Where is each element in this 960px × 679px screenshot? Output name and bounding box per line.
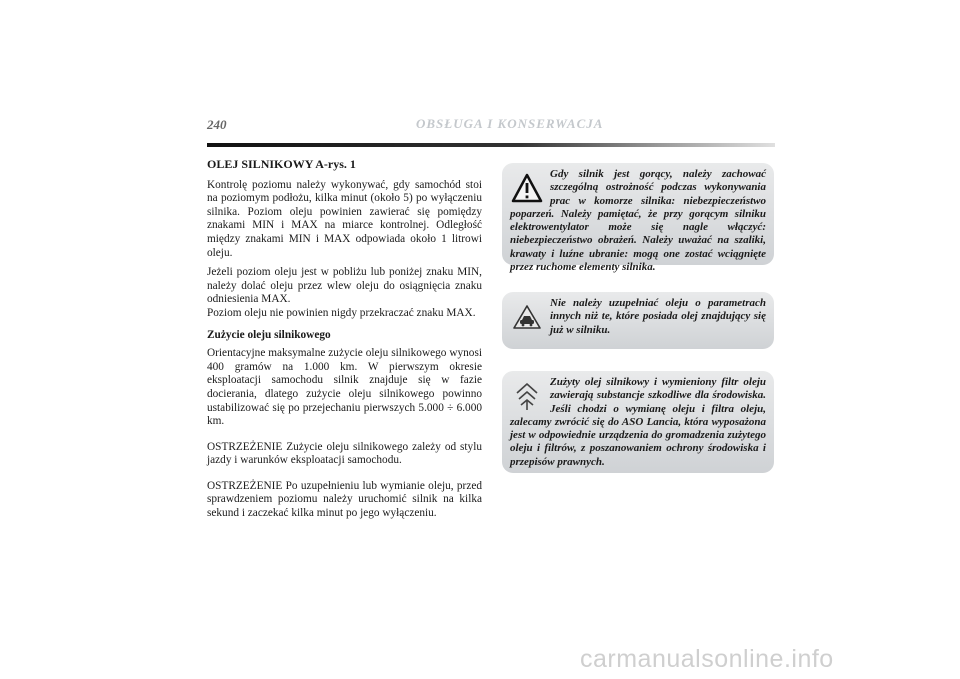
paragraph-warning-after-refill: OSTRZEŻENIE Po uzupełnieniu lub wymianie oleju, przed sprawdzeniem poziomu należy uruchomić silnik na kilka sekund i zaczekać kilka minut po jego wyłączeniu. — [207, 479, 482, 520]
notice-text-environment: Zużyty olej silnikowy i wymieniony filtr oleju zawierają substancje szkodliwe dla środowiska. Jeśli chodzi o wymianę oleju i filtra oleju, zalecamy zwrócić się do ASO Lancia, która wyposażona jest w odpowiednie urządzenia do gromadzenia zużytego oleju i filtrów, z poszanowaniem ochrony środowiska i przepisów prawnych. — [510, 376, 766, 468]
notice-box-oil-type — [502, 292, 774, 349]
notice-box-environment — [502, 371, 774, 473]
section-heading: OLEJ SILNIKOWY A-rys. 1 — [207, 157, 356, 171]
paragraph-oil-consumption: Orientacyjne maksymalne zużycie oleju silnikowego wynosi 400 gramów na 1.000 km. W pierwszym okresie eksploatacji samochodu silnik znajduje się w fazie docierania, dlatego zużycie oleju silnikowego powinno ustabilizować się po przejechaniu pierwszych 5.000 ÷ 6.000 km. — [207, 347, 482, 428]
notice-text-oil-type: Nie należy uzupełniać oleju o parametrach innych niż te, które posiada olej znajdujący się już w silniku. — [550, 297, 766, 336]
paragraph-oil-check: Kontrolę poziomu należy wykonywać, gdy samochód stoi na poziomym podłożu, kilka minut (około 5) po wyłączeniu silnika. Poziom oleju powinien zawierać się pomiędzy znakami MIN i MAX na miarce kontrolnej. Odległość między znakami MIN i MAX odpowiada około 1 litrowi oleju. — [207, 178, 482, 259]
notice-box-hot-engine — [502, 163, 774, 274]
header-rule — [207, 143, 775, 147]
car-caution-icon — [510, 299, 544, 335]
main-text-column — [207, 158, 482, 527]
notice-text-hot-engine: Gdy silnik jest gorący, należy zachować szczególną ostrożność podczas wykonywania prac w komorze silnika: niebezpieczeństwo poparzeń. Należy pamiętać, że przy gorącym silniku elektrowentylator może się nagle włączyć: niebezpieczeństwo obrażeń. Należy uważać na szaliki, krawaty i luźne ubranie: mogą one zostać wciągnięte przez ruchome elementy silnika. — [510, 168, 766, 274]
paragraph-oil-max: Poziom oleju nie powinien nigdy przekraczać znaku MAX. — [207, 306, 476, 319]
environment-icon — [510, 378, 544, 414]
paragraph-warning-driving-style: OSTRZEŻENIE Zużycie oleju silnikowego zależy od stylu jazdy i warunków eksploatacji samochodu. — [207, 440, 482, 467]
subheading-oil-consumption: Zużycie oleju silnikowego — [207, 328, 331, 341]
section-title: OBSŁUGA I KONSERWACJA — [416, 116, 604, 131]
paragraph-oil-top-up: Jeżeli poziom oleju jest w pobliżu lub poniżej znaku MIN, należy dolać oleju przez wlew oleju do osiągnięcia znaku odniesienia MAX. — [207, 266, 482, 306]
warning-triangle-icon — [510, 170, 544, 206]
watermark: carmanualsonline.info — [580, 645, 834, 673]
page-number: 240 — [207, 117, 227, 132]
